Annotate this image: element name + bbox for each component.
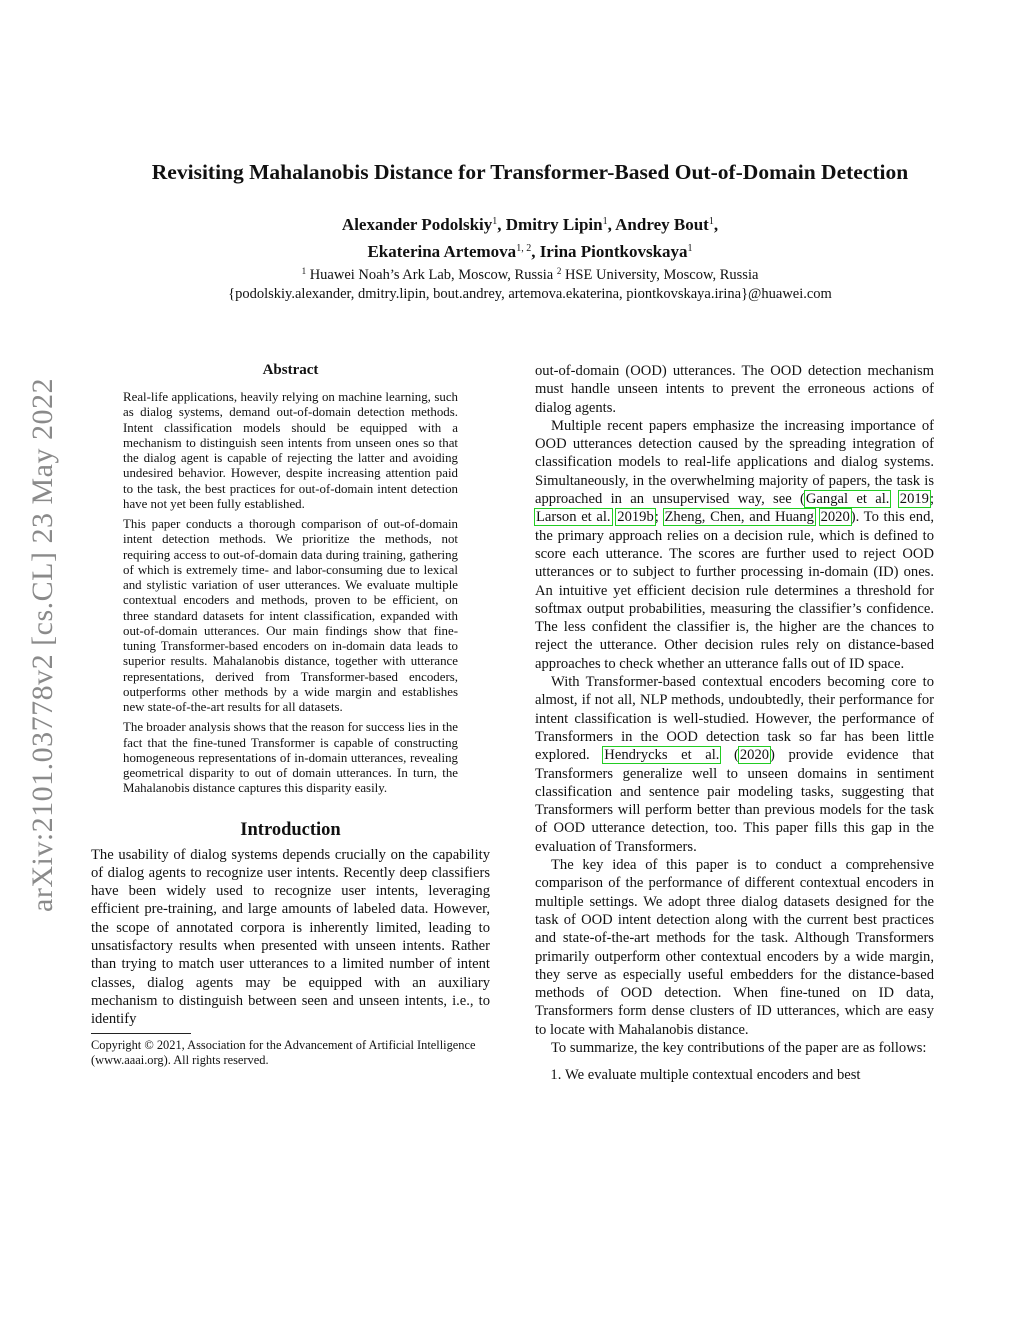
- body-paragraph: out-of-domain (OOD) utterances. The OOD detection mechanism must handle unseen intents to prevent the erroneous actions of dialog agents.: [535, 363, 934, 416]
- citation-link-zheng[interactable]: Zheng, Chen, and Huang: [664, 509, 814, 526]
- citation-paren: ): [770, 747, 775, 764]
- citation-separator: ;: [654, 509, 664, 526]
- left-column: [91, 362, 490, 1068]
- author-name: Alexander Podolskiy: [341, 215, 493, 234]
- author-name: Andrey Bout: [615, 215, 709, 234]
- abstract-paragraph: Real-life applications, heavily relying on machine learning, such as dialog systems, demand out-of-domain detection methods. Intent classification models should be equipped with a mechanism to distinguish seen intents from unseen ones so that the dialog agent is capable of rejecting the latter and avoiding undesired behavior. However, despite increasing attention paid to the task, the best practices for out-of-domain intent detection have not yet been fully established.: [123, 390, 458, 511]
- citation-link-larson[interactable]: Larson et al.: [536, 509, 611, 526]
- abstract-paragraph: The broader analysis shows that the reason for success lies in the fact that the fine-tuned Transformer is capable of constructing homogeneous representations of in-domain utterances, revealing geometrical disparity to out of domain utterances. In turn, the Mahalanobis distance captures this disparity easily.: [123, 720, 458, 796]
- affiliation-line: [60, 262, 1000, 285]
- affiliation-mark: 1: [301, 266, 307, 276]
- abstract-paragraph: This paper conducts a thorough comparison of out-of-domain intent detection methods. We prioritize the methods, not requiring access to out-of-domain data during training, gathering of which is extremely time- and labor-consuming due to lexical and stylistic variation of user utterances. We evaluate multiple contextual encoders and methods, proven to be efficient, on three standard datasets for intent classification, expanded with out-of-domain utterances. Our main findings show that fine-tuning Transformer-based encoders on in-domain data leads to superior results. Mahalanobis distance, together with utterance representations, derived from Transformer-based encoders, outperforms other methods by a wide margin and establishes new state-of-the-art results for all datasets.: [123, 517, 458, 714]
- affiliation-mark: 2: [556, 266, 562, 276]
- introduction-heading: Introduction: [240, 819, 341, 840]
- contributions-list: [535, 1066, 934, 1084]
- body-paragraph: To summarize, the key contributions of the paper are as follows:: [551, 1039, 927, 1056]
- abstract-heading: Abstract: [262, 362, 319, 378]
- body-paragraph: The usability of dialog systems depends crucially on the capability of dialog agents to recognize user intents. Recently deep classifiers have been widely used to recognize user intents, leveraging efficient pre-training, and large amounts of labeled data. However, the scope of annotated corpora is inherently limited, leading to unsatisfactory results when presented with unseen intents. Rather than trying to match user utterances to a limited number of intent classes, dialog agents may be equipped with an auxiliary mechanism to distinguish between seen and unseen intents, i.e., to identify: [91, 846, 490, 1028]
- author-affiliation-mark: 1: [687, 243, 693, 254]
- paragraph-text: Multiple recent papers emphasize the increasing importance of OOD utterances detection caused by the spreading integration of classification models to real-life applications and dialog systems. Simultaneously, in the overwhelming majority of papers, the task is approached in an unsupervised way, see (: [535, 417, 934, 508]
- author-list: [60, 210, 1000, 264]
- author-line-2: Ekaterina Artemova$^{1, 2}$, Irina Piontkovskaya$^1$: [367, 242, 693, 261]
- author-name: Ekaterina Artemova: [367, 242, 517, 261]
- citation-link-hendrycks[interactable]: Hendrycks et al.: [604, 747, 720, 764]
- citation-year-link-gangal[interactable]: 2019: [899, 491, 929, 508]
- arxiv-stamp: [20, 345, 66, 945]
- author-emails: {podolskiy.alexander, dmitry.lipin, bout.andrey, artemova.ekaterina, piontkovskaya.irina}@huawei.com: [228, 286, 832, 302]
- citation-year-link-zheng[interactable]: 2020: [820, 509, 850, 526]
- citation-year-link-hendrycks[interactable]: 2020: [739, 747, 770, 764]
- citation-link-gangal[interactable]: Gangal et al.: [805, 491, 890, 508]
- author-affiliation-mark: 1: [708, 216, 714, 227]
- right-column: [535, 362, 934, 1085]
- paragraph-text: provide evidence that Transformers generalize well to unseen domains in sentiment classification and sentence pair modeling tasks, suggesting that Transformers will perform better than previous models for the task of OOD utterance detection, too. This paper fills this gap in the evaluation of Transformers.: [535, 747, 934, 855]
- copyright-footnote: Copyright © 2021, Association for the Advancement of Artificial Intelligence (www.aaai.org). All rights reserved.: [91, 1038, 476, 1068]
- body-paragraph: [535, 417, 934, 673]
- affiliation-2: HSE University, Moscow, Russia: [564, 267, 759, 283]
- footnote-divider: [91, 1033, 191, 1034]
- citation-separator: ;: [929, 491, 935, 508]
- author-name: Dmitry Lipin: [505, 215, 603, 234]
- author-affiliation-mark: 1: [492, 216, 498, 227]
- right-column-body: [535, 362, 934, 1057]
- arxiv-stamp-text: arXiv:2101.03778v2 [cs.CL] 23 May 2022: [26, 378, 59, 912]
- body-paragraph: The key idea of this paper is to conduct a comprehensive comparison of the performance of different contextual encoders in multiple settings. We adopt three dialog datasets designed for the task of OOD intent detection along with the current best practices and state-of-the-art methods for the task. Although Transformers primarily outperform other contextual encoders by a wide margin, they serve as especially useful embedders for the distance-based methods of OOD detection. When fine-tuned on ID data, Transformers form dense clusters of ID utterances, which are easy to locate with Mahalanobis distance.: [535, 857, 934, 1038]
- paragraph-text: ). To this end, the primary approach relies on a decision rule, which is defined to score each utterance. The scores are further used to reject OOD utterances or to subject to further processing in-domain (ID) ones. An intuitive yet efficient decision rule determines a threshold for softmax output probabilities, measuring the classifier’s confidence. The less confident the classifier is, the higher are the chances to reject the utterance. Other decision rules rely on distance-based approaches to check whether an utterance falls out of ID space.: [535, 509, 935, 672]
- introduction-body: [91, 846, 490, 1029]
- affiliation-1: Huawei Noah’s Ark Lab, Moscow, Russia: [309, 267, 554, 283]
- author-name: Irina Piontkovskaya: [539, 242, 688, 261]
- author-line-1: Alexander Podolskiy$^1$, Dmitry Lipin$^1$, Andrey Bout$^1$,: [341, 215, 719, 234]
- contribution-item: 1. We evaluate multiple contextual encoders and best: [565, 1066, 934, 1084]
- citation-year-link-larson[interactable]: 2019b: [617, 509, 654, 526]
- author-affiliation-mark: 1: [602, 216, 608, 227]
- paper-title: Revisiting Mahalanobis Distance for Transformer-Based Out-of-Domain Detection: [151, 160, 909, 184]
- citation-paren: (: [720, 747, 739, 764]
- abstract-body: [123, 390, 458, 797]
- author-affiliation-mark: 1, 2: [516, 243, 532, 254]
- paragraph-text: With Transformer-based contextual encoders becoming core to almost, if not all, NLP methods, undoubtedly, their performance for intent classification is well-studied. However, the performance of Transformers in the OOD detection task so far has been little explored.: [535, 674, 934, 764]
- affiliations: [60, 262, 1000, 304]
- body-paragraph: [535, 673, 934, 856]
